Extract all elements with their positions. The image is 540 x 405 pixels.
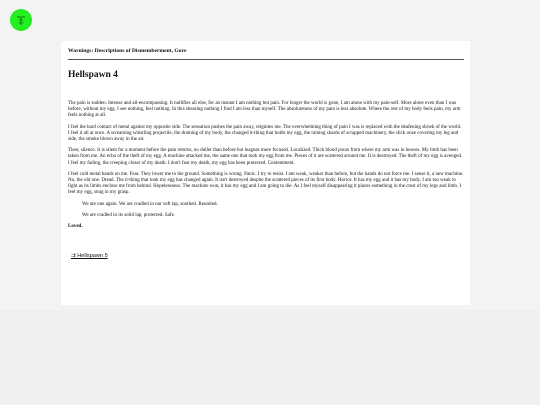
story-paragraph: I feel the hard contact of metal against my opposite side. The sensation pushes the pain away, reignites me. The overwhelming thing of pain I was is replaced with the deafening shriek of the world. I feel it all at once. A screaming whistling projectile, the draining of my body, the changed it-thing that holds my egg, the raining shards of scrapped machinery, the slick ooze covering my leg and side, the smoke blown away in the air. — [68, 124, 462, 143]
story-content — [68, 48, 464, 262]
site-logo-icon[interactable] — [10, 9, 32, 31]
story-title: Hellspawn 4 — [68, 70, 118, 80]
story-indented-line: We are cradled in its solid lap, protected. Safe. — [82, 212, 176, 218]
story-closing: Loved. — [68, 224, 83, 230]
next-chapter-link[interactable]: ⇉ Hellspawn 5 — [71, 253, 108, 260]
story-card — [61, 41, 470, 305]
story-paragraph: Then, silence. It is silent for a moment before the pain returns, no duller than before but leagues more focused. Localized. Thick blood pours from where my arm was in heaves. My limb has been taken from me. An echo of the theft of my egg. A machine attacked me, the same one that took my egg from me. Pieces of it are scattered around me. It is destroyed. The theft of my egg is avenged. I feel my fading, the creeping closer of my death. I don't fear my death, my egg has been protected. Contentment. — [68, 148, 463, 166]
divider — [68, 59, 464, 60]
content-warning: Warnings: Descriptions of Dismemberment, Gore — [68, 48, 187, 54]
story-paragraph: I feel cold metal hands on me. Fear. They lower me to the ground. Something is wrong. Panic. I try to resist. I am weak, weaker than before, but the hands do not force me. I sense it, a new machine. No, the old one. Dread. The it-thing that took my egg has changed again. It isn't destroyed despite the scattered pieces of its first body. Horror. It has my egg and it has my body. I am too weak to fight as its limbs enclose me from behind. Hopelessness. The machine won, it has my egg and I am going to die. As I feel myself disappearing it places something in the crest of my legs and limb. I feel my egg, snug in my grasp. — [68, 171, 464, 196]
story-indented-line: We are one again. We are cradled in our soft lap, soothed. Reunited. — [82, 201, 218, 207]
story-paragraph: The pain is sudden. Intense and all-encompassing. It nullifies all else, for an instant I am nothing but pain. For longer the world is gone, I am alone with my pain-self. More alone even than I was before, without my egg. I see nothing, feel nothing. In this shearing nothing I find I am less than myself. The absoluteness of my pain is less absolute. Where the rest of my body feels pain, my arm feels nothing at all. — [68, 101, 461, 119]
